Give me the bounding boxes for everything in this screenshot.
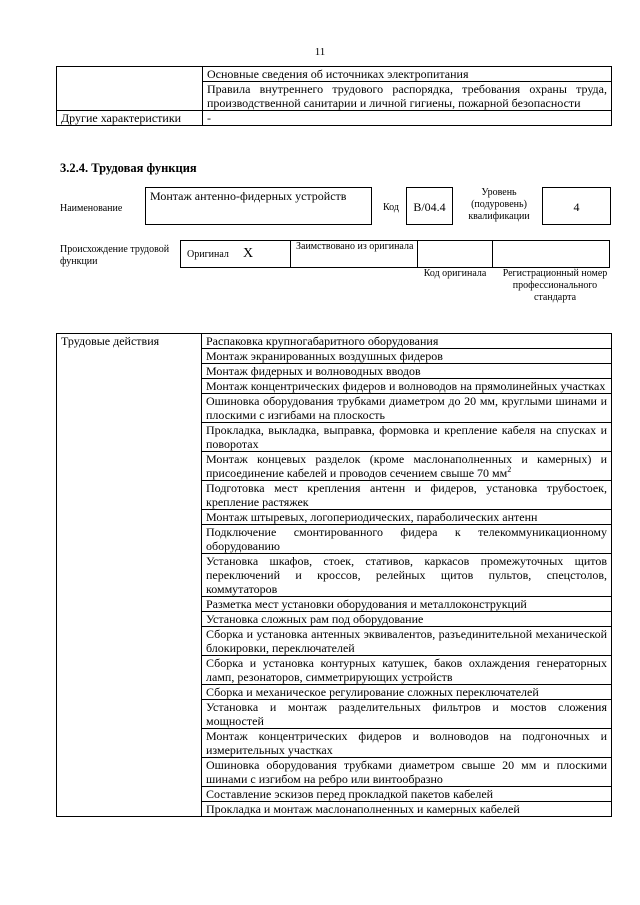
labour-action-text: Распаковка крупногабаритного оборудования: [206, 334, 439, 348]
superscript: 2: [507, 465, 512, 474]
table-row: [57, 67, 612, 82]
table-cell: Правила внутреннего трудового распорядка, требования охраны труда, производственной санитарии и личной гигиены, пожарной безопасности: [203, 82, 612, 111]
labour-action-item: [202, 452, 612, 481]
labour-action-item: [202, 597, 612, 612]
labour-action-item: [202, 379, 612, 394]
labour-action-item: [202, 481, 612, 510]
labour-action-text: Подготовка мест крепления антенн и фидеров, установка трубостоек, крепление растяжек: [206, 481, 607, 509]
labour-action-item: [202, 700, 612, 729]
divider: [417, 240, 418, 268]
labour-action-text: Сборка и механическое регулирование сложных переключателей: [206, 685, 539, 699]
table-row: [57, 111, 612, 126]
origin-label: Происхождение трудовой функции: [60, 244, 170, 267]
labour-action-text: Прокладка и монтаж маслонаполненных и камерных кабелей: [206, 802, 520, 816]
original-code-caption: Код оригинала: [423, 268, 487, 279]
labour-action-item: [202, 423, 612, 452]
labour-action-text: Установка шкафов, стоек, стативов, каркасов промежуточных щитов переключений и кроссов, релейных щитов пультов, спецстолов, коммутаторов: [206, 554, 607, 596]
labour-action-text: Прокладка, выкладка, выправка, формовка и крепление кабеля на спусках и поворотах: [206, 423, 607, 451]
labour-action-item: [202, 787, 612, 802]
original-label: Оригинал: [187, 249, 229, 260]
table-row: [57, 334, 612, 349]
labour-action-text: Разметка мест установки оборудования и металлоконструкций: [206, 597, 527, 611]
labour-action-item: [202, 510, 612, 525]
function-name: Монтаж антенно-фидерных устройств: [150, 189, 347, 203]
qualification-level-label: Уровень (подуровень) квалификации: [468, 187, 530, 222]
labour-action-text: Ошиновка оборудования трубками диаметром свыше 20 мм и плоскими шинами с изгибом на ребро или винтообразно: [206, 758, 607, 786]
qualification-level: 4: [573, 200, 580, 214]
labour-action-text: Монтаж штыревых, логопериодических, параболических антенн: [206, 510, 538, 524]
labour-action-text: Сборка и установка контурных катушек, баков охлаждения генераторных ламп, резонаторов, симметрирующих устройств: [206, 656, 607, 684]
level-box: [542, 187, 611, 225]
divider: [492, 240, 493, 268]
labour-action-text: Подключение смонтированного фидера к телекоммуникационному оборудованию: [206, 525, 607, 553]
borrowed-label: Заимствовано из оригинала: [296, 241, 414, 252]
empty-label-cell: [57, 67, 203, 111]
original-mark: X: [243, 246, 254, 261]
function-name-box: [145, 187, 372, 225]
registration-number-caption: Регистрационный номер профессионального стандарта: [502, 268, 608, 303]
section-title: 3.2.4. Трудовая функция: [60, 161, 197, 175]
code-box: [406, 187, 453, 225]
labour-action-item: [202, 656, 612, 685]
labour-action-item: [202, 612, 612, 627]
labour-action-item: [202, 802, 612, 817]
labour-action-text: Установка сложных рам под оборудование: [206, 612, 424, 626]
requirements-table: [56, 66, 612, 126]
labour-action-item: [202, 627, 612, 656]
labour-action-text: Монтаж фидерных и волноводных вводов: [206, 364, 421, 378]
labour-action-item: [202, 349, 612, 364]
divider: [290, 240, 291, 268]
labour-action-item: [202, 554, 612, 597]
other-characteristics-value: -: [203, 111, 612, 126]
name-label: Наименование: [60, 203, 123, 214]
labour-action-text: Ошиновка оборудования трубками диаметром до 20 мм, круглыми шинами и плоскими с изгибами на плоскость: [206, 394, 607, 422]
other-characteristics-label: Другие характеристики: [57, 111, 203, 126]
labour-action-text: Монтаж экранированных воздушных фидеров: [206, 349, 443, 363]
page-number: 11: [314, 46, 326, 58]
function-code: B/04.4: [413, 200, 446, 214]
labour-action-text: Монтаж концевых разделок (кроме маслонаполненных и камерных) и присоединение кабелей и проводов сечением свыше 70 мм: [206, 452, 607, 480]
labour-action-item: [202, 685, 612, 700]
labour-action-text: Монтаж концентрических фидеров и волноводов на прямолинейных участках: [206, 379, 606, 393]
labour-action-text: Составление эскизов перед прокладкой пакетов кабелей: [206, 787, 494, 801]
labour-actions-table: [56, 333, 612, 817]
labour-action-item: [202, 364, 612, 379]
labour-action-item: [202, 758, 612, 787]
labour-action-text: Установка и монтаж разделительных фильтров и мостов сложения мощностей: [206, 700, 607, 728]
table-cell: Основные сведения об источниках электропитания: [203, 67, 612, 82]
labour-action-item: [202, 729, 612, 758]
labour-action-text: Сборка и установка антенных эквивалентов, разъединительной механической блокировки, переключателей: [206, 627, 607, 655]
labour-action-item: [202, 334, 612, 349]
labour-action-item: [202, 525, 612, 554]
code-label: Код: [383, 202, 399, 213]
labour-action-text: Монтаж концентрических фидеров и волноводов на подгоночных и измерительных участках: [206, 729, 607, 757]
labour-actions-label: Трудовые действия: [57, 334, 202, 817]
labour-action-item: [202, 394, 612, 423]
